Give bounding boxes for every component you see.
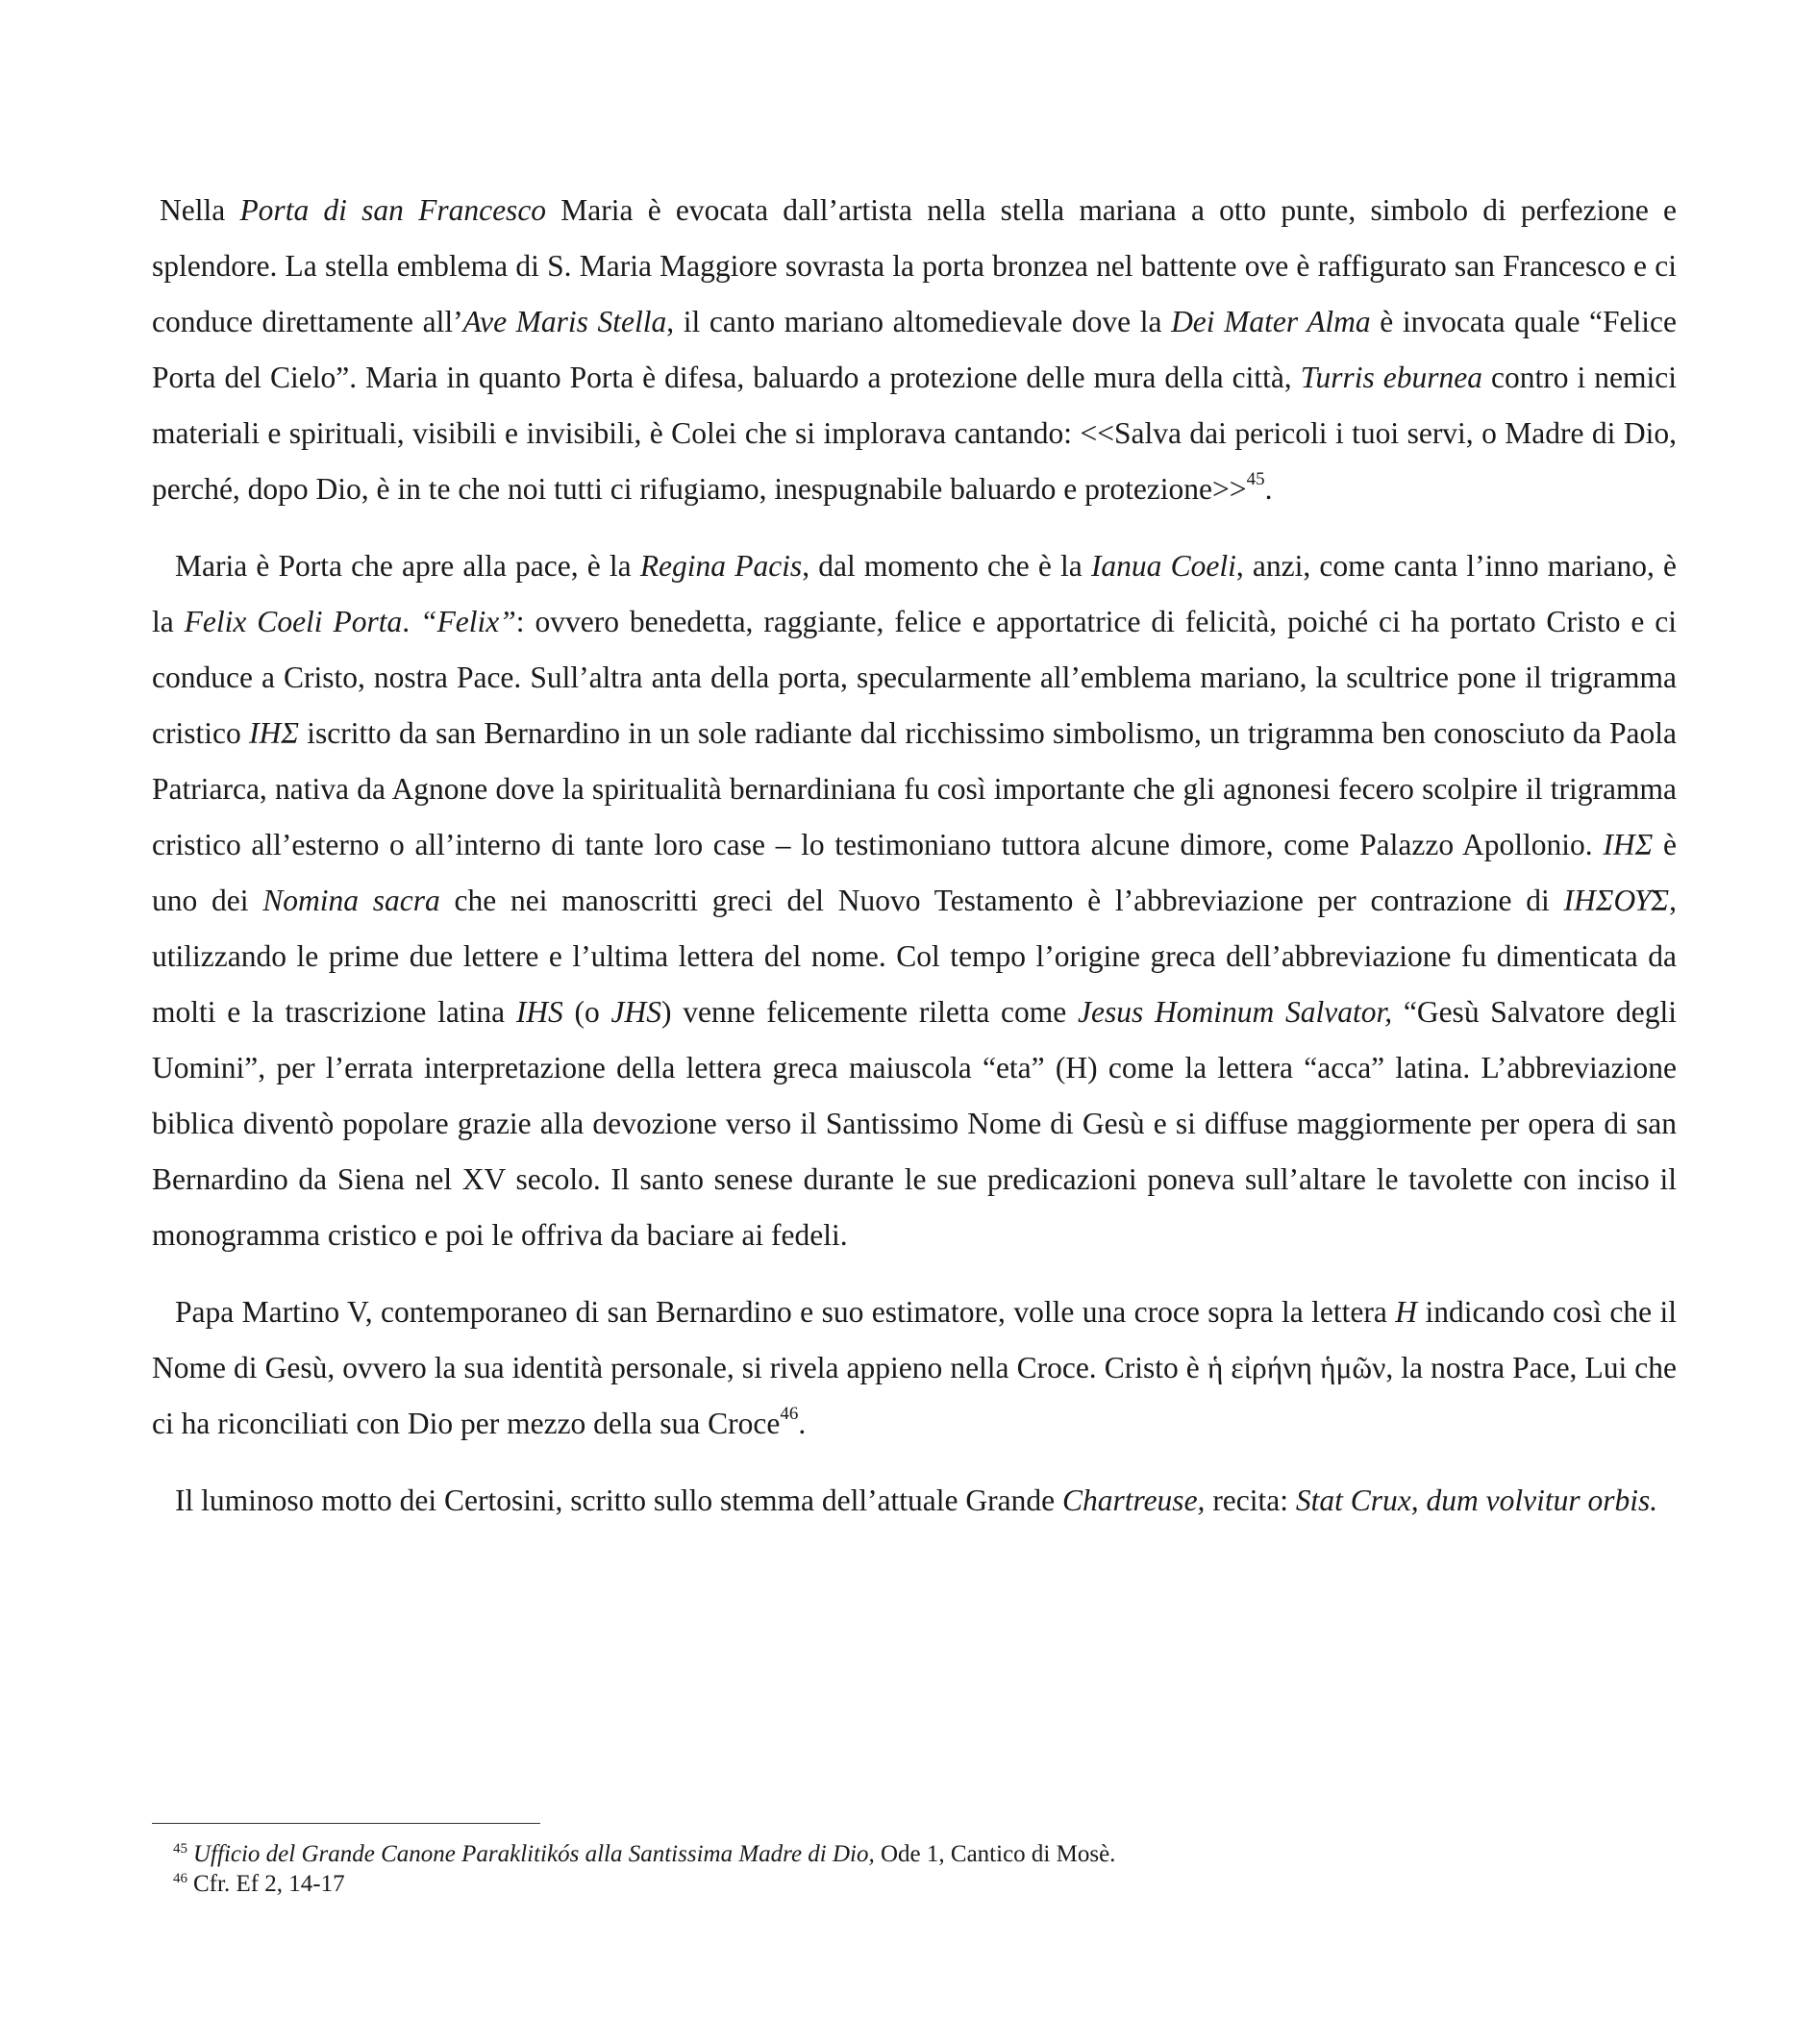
text-run: è invocata quale “Felice Porta del Cielo”. Maria in quanto Porta è difesa, baluardo a protezione delle mura della città, [152, 305, 1678, 394]
paragraph-2 [152, 538, 1677, 1263]
text-run: , il canto mariano altomedievale dove la [666, 305, 1172, 338]
text-run: . [1264, 472, 1273, 506]
text-run: Il luminoso motto dei Certosini, scritto sullo stemma dell’attuale Grande [175, 1483, 1062, 1517]
footnote-title: Ufficio del Grande Canone Paraklitikós alla Santissima Madre di Dio, [193, 1841, 875, 1867]
italic-run: Chartreuse, [1061, 1483, 1206, 1517]
text-run: recita: [1205, 1483, 1296, 1517]
text-run: “Gesù Salvatore degli Uomini”, per l’errata interpretazione della lettera greca maiuscola “eta” (H) come la lettera “acca” latina. L’abbreviazione biblica diventò popolare grazie alla devozione verso il Santissimo Nome di Gesù e si diffuse maggiormente per opera di san Bernardino da Siena nel XV secolo. Il santo senese durante le sue predicazioni poneva sull’altare le tavolette con inciso il monogramma cristico e poi le offriva da baciare ai fedeli. [152, 995, 1677, 1252]
footnotes-section [152, 1823, 1677, 1899]
paragraph-4 [152, 1473, 1677, 1529]
italic-run: Stat Crux, dum volvitur orbis. [1295, 1483, 1658, 1517]
text-run: . [798, 1407, 807, 1440]
greek-trigram: ΙΗΣ [1603, 828, 1654, 861]
text-run: (o [562, 995, 611, 1029]
footnote-number: 46 [173, 1870, 187, 1886]
footnote-separator [152, 1823, 540, 1824]
italic-run: Dei Mater Alma [1171, 305, 1371, 338]
italic-run: Jesus Hominum Salvator, [1078, 995, 1393, 1029]
italic-run: Ianua Coeli [1090, 549, 1236, 583]
greek-trigram: ΙΗΣ [249, 716, 299, 750]
text-run: ) venne felicemente riletta come [661, 995, 1079, 1029]
text-run: iscritto da san Bernardino in un sole radiante dal ricchissimo simbolismo, un trigramma ben conosciuto da Paola Patriarca, nativa da Agnone dove la spiritualità bernardiniana fu così importante che gli agnonesi fecero scolpire il trigramma cristico all’esterno o all’interno di tante loro case – lo testimoniano tuttora alcune dimore, come Palazzo Apollonio. [152, 716, 1677, 861]
italic-run: JHS [610, 995, 662, 1029]
text-run: che nei manoscritti greci del Nuovo Testamento è l’abbreviazione per contrazione di [439, 884, 1564, 917]
text-run: : ovvero benedetta, raggiante, felice e apportatrice di felicità, poiché ci ha portato Cristo e ci conduce a Cristo, nostra Pace. Sull’altra anta della porta, specularmente all’emblema mariano, la scultrice pone il trigramma cristico [152, 605, 1678, 750]
footnote-text: Ode 1, Cantico di Mosè. [874, 1841, 1116, 1867]
text-run: Maria è Porta che apre alla pace, è la [175, 549, 640, 583]
text-run: , dal momento che è la [802, 549, 1091, 583]
italic-run: IHS [515, 995, 563, 1029]
italic-run: Turris eburnea [1300, 361, 1482, 394]
footnote-number: 45 [173, 1840, 187, 1857]
italic-run: Ave Maris Stella [462, 305, 667, 338]
text-run: , anzi, come canta l’inno mariano, è la [152, 549, 1677, 638]
footnote-45 [152, 1839, 1677, 1869]
text-run: Papa Martino V, contemporaneo di san Bernardino e suo estimatore, volle una croce sopra la lettera [175, 1295, 1396, 1329]
text-run: contro i nemici materiali e spirituali, visibili e invisibili, è Colei che si implorava cantando: <<Salva dai pericoli i tuoi servi, o Madre di Dio, perché, dopo Dio, è in te che noi tutti ci rifugiamo, inespugnabile baluardo e protezione>> [152, 361, 1677, 506]
text-run: Nella [160, 193, 240, 227]
text-run: , utilizzando le prime due lettere e l’ultima lettera del nome. Col tempo l’origine greca dell’abbreviazione fu dimenticata da molti e la trascrizione latina [152, 884, 1678, 1029]
italic-run: Porta di san Francesco [239, 193, 547, 227]
document-body [152, 183, 1677, 1529]
greek-name: ΙΗΣΟΥ͂Σ [1563, 884, 1670, 917]
text-run: indicando così che il Nome di Gesù, ovvero la sua identità personale, si rivela appieno nella Croce. Cristo è ἡ εἰρήνη ἡμῶν, la nostra Pace, Lui che ci ha riconciliati con Dio per mezzo della sua Croce [152, 1295, 1677, 1440]
text-run: . [402, 605, 421, 638]
footnote-reference[interactable]: 46 [780, 1403, 799, 1424]
italic-run: H [1395, 1295, 1418, 1329]
text-run: Maria è evocata dall’artista nella stella mariana a otto punte, simbolo di perfezione e splendore. La stella emblema di S. Maria Maggiore sovrasta la porta bronzea nel battente ove è raffigurato san Francesco e ci conduce direttamente all’ [152, 193, 1678, 338]
footnote-reference[interactable]: 45 [1246, 468, 1265, 489]
italic-run: Nomina sacra [262, 884, 440, 917]
footnote-46 [152, 1869, 1677, 1899]
italic-run: “Felix” [420, 605, 516, 638]
paragraph-1 [152, 183, 1677, 517]
paragraph-3 [152, 1284, 1677, 1452]
footnote-text: Cfr. Ef 2, 14-17 [193, 1871, 345, 1897]
italic-run: Felix Coeli Porta [184, 605, 403, 638]
text-run: è uno dei [152, 828, 1677, 917]
italic-run: Regina Pacis [639, 549, 803, 583]
